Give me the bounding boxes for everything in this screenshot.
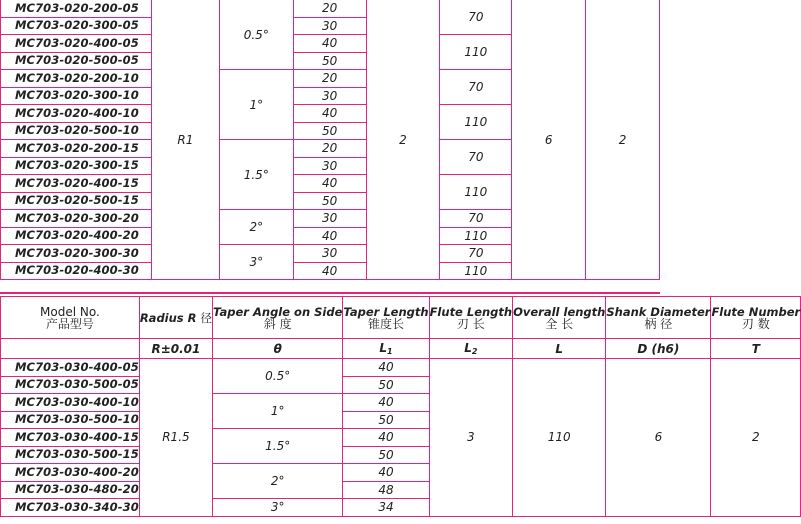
taper-length: 40 xyxy=(293,35,366,53)
model-number: MC703-030-480-20 xyxy=(1,481,140,499)
header-flute-length: Flute Length 刃 长 xyxy=(429,297,513,339)
model-number: MC703-030-340-30 xyxy=(1,499,140,517)
overall-length: 110 xyxy=(440,35,512,70)
table-row xyxy=(1,359,801,377)
spec-table-r1-5 xyxy=(0,296,801,517)
flute-length: 2 xyxy=(366,0,440,280)
taper-length: 40 xyxy=(293,227,366,245)
taper-length: 40 xyxy=(343,359,429,377)
symbol-l1: $L_1$ xyxy=(343,339,429,359)
taper-length: 48 xyxy=(343,481,429,499)
overall-length: 110 xyxy=(440,105,512,140)
model-number: MC703-020-500-10 xyxy=(1,122,152,140)
taper-length: 40 xyxy=(343,464,429,482)
radius-value: R1 xyxy=(151,0,219,280)
overall-length: 110 xyxy=(440,262,512,280)
model-number: MC703-020-300-15 xyxy=(1,157,152,175)
taper-length: 50 xyxy=(293,52,366,70)
taper-angle: 3° xyxy=(219,245,293,280)
model-number: MC703-030-500-15 xyxy=(1,446,140,464)
model-number: MC703-020-300-10 xyxy=(1,87,152,105)
symbol-l: L xyxy=(513,339,606,359)
taper-angle: 1° xyxy=(219,70,293,140)
radius-value: R1.5 xyxy=(139,359,212,517)
model-number: MC703-020-200-15 xyxy=(1,140,152,158)
overall-length: 110 xyxy=(513,359,606,517)
taper-length: 50 xyxy=(343,411,429,429)
taper-angle: 2° xyxy=(219,210,293,245)
taper-length: 34 xyxy=(343,499,429,517)
model-number: MC703-020-500-05 xyxy=(1,52,152,70)
overall-length: 70 xyxy=(440,245,512,263)
model-number: MC703-030-500-10 xyxy=(1,411,140,429)
header-overall-length: Overall length 全 长 xyxy=(513,297,606,339)
model-number: MC703-020-400-05 xyxy=(1,35,152,53)
overall-length: 70 xyxy=(440,210,512,228)
spec-table-r1 xyxy=(0,0,660,280)
model-number: MC703-020-400-30 xyxy=(1,262,152,280)
model-number: MC703-030-400-15 xyxy=(1,429,140,447)
taper-length: 20 xyxy=(293,70,366,88)
taper-length: 40 xyxy=(293,105,366,123)
taper-length: 50 xyxy=(293,122,366,140)
taper-length: 40 xyxy=(343,429,429,447)
model-number: MC703-020-400-10 xyxy=(1,105,152,123)
taper-length: 20 xyxy=(293,0,366,17)
overall-length: 110 xyxy=(440,175,512,210)
shank-diameter: 6 xyxy=(512,0,586,280)
taper-length: 40 xyxy=(293,175,366,193)
flute-length: 3 xyxy=(429,359,513,517)
divider xyxy=(0,292,660,294)
model-number: MC703-020-200-10 xyxy=(1,70,152,88)
taper-angle: 0.5° xyxy=(213,359,343,394)
symbol-d: D (h6) xyxy=(606,339,711,359)
header-model: Model No. 产品型号 xyxy=(1,297,140,339)
taper-length: 50 xyxy=(343,446,429,464)
taper-angle: 1° xyxy=(213,394,343,429)
table-row xyxy=(1,0,660,17)
taper-length: 30 xyxy=(293,210,366,228)
symbol-row xyxy=(1,339,801,359)
model-number: MC703-030-400-10 xyxy=(1,394,140,412)
overall-length: 70 xyxy=(440,0,512,35)
model-number: MC703-020-500-15 xyxy=(1,192,152,210)
taper-length: 30 xyxy=(293,245,366,263)
overall-length: 70 xyxy=(440,70,512,105)
taper-angle: 3° xyxy=(213,499,343,517)
symbol-angle: θ xyxy=(213,339,343,359)
taper-length: 50 xyxy=(343,376,429,394)
taper-angle: 0.5° xyxy=(219,0,293,70)
taper-length: 30 xyxy=(293,17,366,35)
header-radius: Radius R 径 xyxy=(139,297,212,339)
taper-angle: 2° xyxy=(213,464,343,499)
flute-number: 2 xyxy=(586,0,660,280)
overall-length: 70 xyxy=(440,140,512,175)
taper-length: 30 xyxy=(293,87,366,105)
taper-length: 50 xyxy=(293,192,366,210)
taper-angle: 1.5° xyxy=(213,429,343,464)
model-number: MC703-020-300-30 xyxy=(1,245,152,263)
taper-length: 20 xyxy=(293,140,366,158)
symbol-model xyxy=(1,339,140,359)
header-shank-diameter: Shank Diameter 柄 径 xyxy=(606,297,711,339)
symbol-radius: R±0.01 xyxy=(139,339,212,359)
model-number: MC703-020-400-20 xyxy=(1,227,152,245)
overall-length: 110 xyxy=(440,227,512,245)
header-taper-length: Taper Length 锥度长 xyxy=(343,297,429,339)
model-number: MC703-020-400-15 xyxy=(1,175,152,193)
model-number: MC703-030-500-05 xyxy=(1,376,140,394)
shank-diameter: 6 xyxy=(606,359,711,517)
taper-length: 40 xyxy=(293,262,366,280)
model-number: MC703-020-300-20 xyxy=(1,210,152,228)
symbol-l2: $L_2$ xyxy=(429,339,513,359)
model-number: MC703-030-400-05 xyxy=(1,359,140,377)
taper-length: 30 xyxy=(293,157,366,175)
header-row xyxy=(1,297,801,339)
model-number: MC703-020-300-05 xyxy=(1,17,152,35)
taper-length: 40 xyxy=(343,394,429,412)
flute-number: 2 xyxy=(711,359,801,517)
symbol-t: T xyxy=(711,339,801,359)
taper-angle: 1.5° xyxy=(219,140,293,210)
model-number: MC703-030-400-20 xyxy=(1,464,140,482)
model-number: MC703-020-200-05 xyxy=(1,0,152,17)
header-flute-number: Flute Number 刃 数 xyxy=(711,297,801,339)
header-taper-angle: Taper Angle on Side 斜 度 xyxy=(213,297,343,339)
